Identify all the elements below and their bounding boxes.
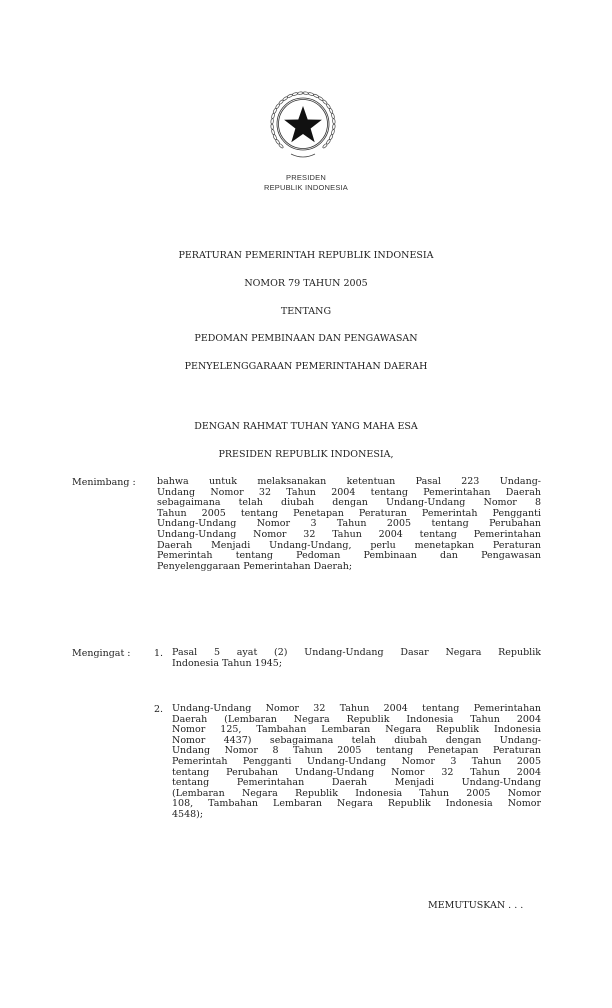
wreath-leaf [273,108,277,114]
regulation-title: PERATURAN PEMERINTAH REPUBLIK INDONESIA [178,250,434,261]
mengingat-item2-number: 2. [154,704,164,715]
wreath-leaf [273,134,277,140]
regulation-subject-line2: PENYELENGGARAAN PEMERINTAHAN DAERAH [184,361,428,372]
regulation-number: NOMOR 79 TAHUN 2005 [244,278,368,289]
mengingat-item2-line: Daerah (Lembaran Negara Republik Indonesia Tahun 2004 [172,714,541,725]
preamble-line1: DENGAN RAHMAT TUHAN YANG MAHA ESA [194,421,418,432]
wreath-leaf [322,143,327,148]
wreath-leaf [271,113,275,119]
menimbang-line: Undang-Undang Nomor 32 Tahun 2004 tentang Pemerintahan [157,529,541,540]
mengingat-item2-line: tentang Perubahan Undang-Undang Nomor 32 Tahun 2004 [172,767,541,778]
wreath-leaf [331,113,335,119]
wreath-leaf [298,92,303,95]
mengingat-item2-line: tentang Pemerintahan Daerah Menjadi Undang-Undang [172,778,541,789]
mengingat-label: Mengingat : [72,648,131,659]
menimbang-line: sebagaimana telah diubah dengan Undang-Undang Nomor 8 [157,498,541,509]
mengingat-item1-text [172,648,541,669]
mengingat-item2-line: Pemerintah Pengganti Undang-Undang Nomor 3 Tahun 2005 [172,756,541,767]
regulation-subject-line1: PEDOMAN PEMBINAAN DAN PENGAWASAN [194,333,418,344]
menimbang-text [157,477,541,572]
wreath-leaf [292,92,298,96]
menimbang-label: Menimbang : [72,477,136,488]
menimbang-line: bahwa untuk melaksanakan ketentuan Pasal 223 Undang- [157,477,541,487]
continuation-marker: MEMUTUSKAN . . . [428,900,524,911]
mengingat-item1-line: Indonesia Tahun 1945; [172,658,283,669]
wreath-leaf [329,108,333,114]
menimbang-line: Daerah Menjadi Undang-Undang, perlu menetapkan Peraturan [157,540,541,551]
mengingat-item2-line: Undang Nomor 8 Tahun 2005 tentang Penetapan Peraturan [172,746,541,757]
header-president: PRESIDEN [286,173,326,182]
menimbang-line: Undang Nomor 32 Tahun 2004 tentang Pemerintahan Daerah [157,487,541,498]
wreath-leaf [271,129,275,135]
menimbang-line: Undang-Undang Nomor 3 Tahun 2005 tentang Perubahan [157,519,541,530]
preamble-line2: PRESIDEN REPUBLIK INDONESIA, [218,449,394,460]
mengingat-item1-number: 1. [154,648,164,659]
wreath-leaf [271,124,274,129]
mengingat-item1-line: Pasal 5 ayat (2) Undang-Undang Dasar Negara Republik [172,648,541,658]
mengingat-item2-line: (Lembaran Negara Republik Indonesia Tahun 2005 Nomor [172,788,541,799]
wreath-leaf [287,94,293,98]
mengingat-item2-line: 108, Tambahan Lembaran Negara Republik Indonesia Nomor [172,799,541,810]
menimbang-line: Pemerintah tentang Pedoman Pembinaan dan Pengawasan [157,551,541,562]
wreath-leaf [271,119,274,124]
mengingat-item2-line: Undang-Undang Nomor 32 Tahun 2004 tentang Pemerintahan [172,704,541,714]
header-republic: REPUBLIK INDONESIA [263,183,349,192]
wreath-leaf [308,92,314,96]
regulation-about: TENTANG [280,306,332,317]
mengingat-item2-line: 4548); [172,809,204,820]
wreath-leaf [313,94,319,98]
menimbang-line: Penyelenggaraan Pemerintahan Daerah; [157,561,353,572]
mengingat-item2-line: Nomor 4437) sebagaimana telah diubah dengan Undang- [172,735,541,746]
wreath-leaf [332,119,335,124]
wreath-leaf [303,92,308,95]
wreath-leaf [329,134,333,140]
mengingat-item2-text [172,704,541,821]
menimbang-line: Tahun 2005 tentang Penetapan Peraturan Pemerintah Pengganti [157,508,541,519]
wreath-leaf [332,124,335,129]
mengingat-item2-line: Nomor 125, Tambahan Lembaran Negara Republik Indonesia [172,725,541,736]
state-emblem-icon [263,84,343,164]
wreath-leaf [331,129,335,135]
